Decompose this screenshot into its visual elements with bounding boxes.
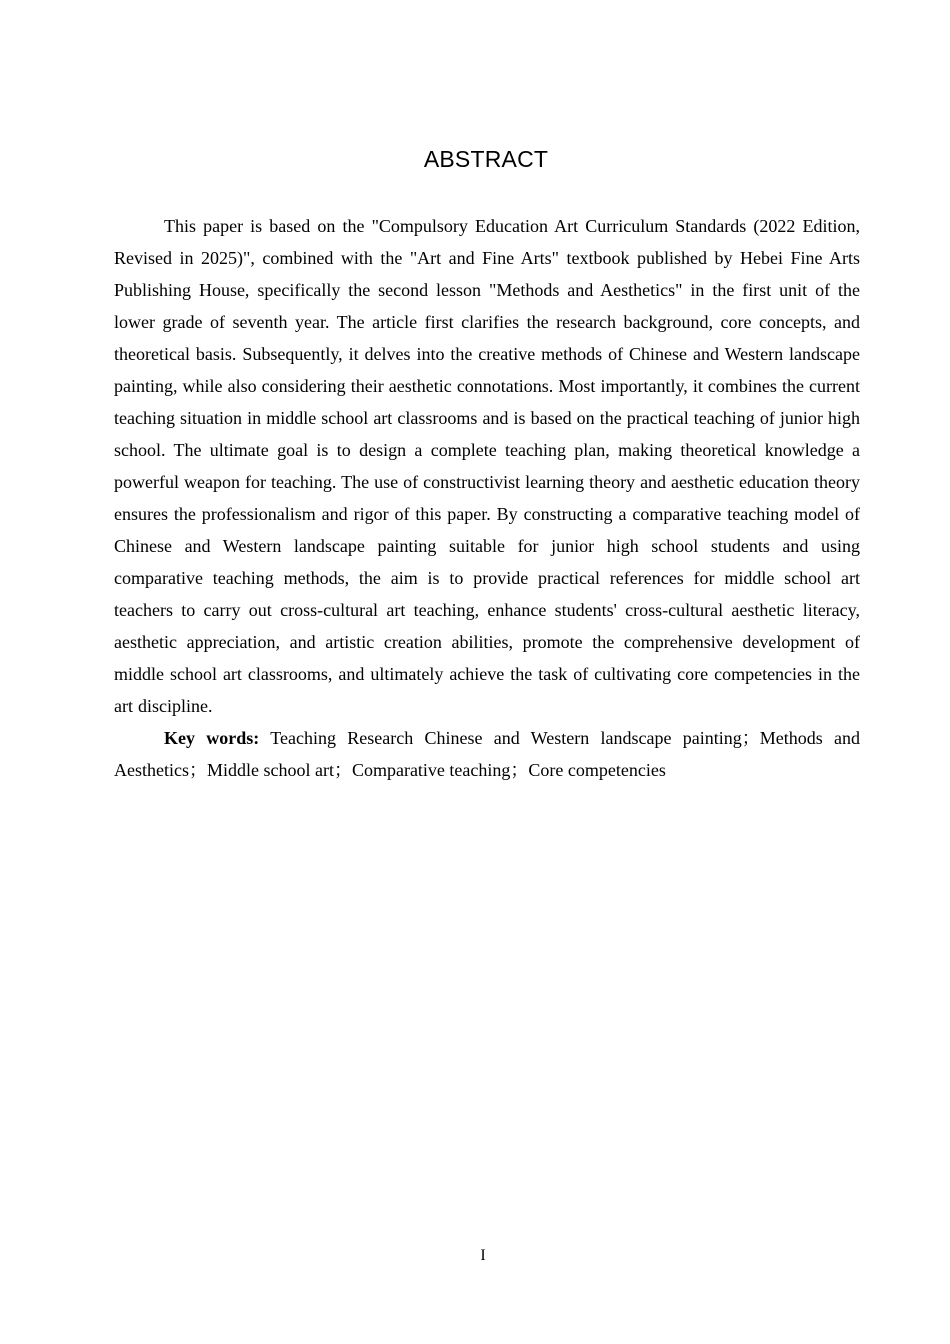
keywords-line [114,722,860,786]
keywords-text: Teaching Research Chinese and Western landscape painting；Methods and Aesthetics；Middle school art；Comparative teaching；Core competencies [114,728,860,780]
keywords-label: Key words: [164,728,260,748]
abstract-paragraph: This paper is based on the "Compulsory Education Art Curriculum Standards (2022 Edition, Revised in 2025)", combined with the "Art and Fine Arts" textbook published by Hebei Fine Arts Publishing House, specifically the second lesson "Methods and Aesthetics" in the first unit of the lower grade of seventh year. The article first clarifies the research background, core concepts, and theoretical basis. Subsequently, it delves into the creative methods of Chinese and Western landscape painting, while also considering their aesthetic connotations. Most importantly, it combines the current teaching situation in middle school art classrooms and is based on the practical teaching of junior high school. The ultimate goal is to design a complete teaching plan, making theoretical knowledge a powerful weapon for teaching. The use of constructivist learning theory and aesthetic education theory ensures the professionalism and rigor of this paper. By constructing a comparative teaching model of Chinese and Western landscape painting suitable for junior high school students and using comparative teaching methods, the aim is to provide practical references for middle school art teachers to carry out cross-cultural art teaching, enhance students' cross-cultural aesthetic literacy, aesthetic appreciation, and artistic creation abilities, promote the comprehensive development of middle school art classrooms, and ultimately achieve the task of cultivating core competencies in the art discipline. [114,216,860,716]
abstract-title: ABSTRACT [423,146,549,172]
page-number: I [480,1247,486,1264]
abstract-body [114,210,860,786]
